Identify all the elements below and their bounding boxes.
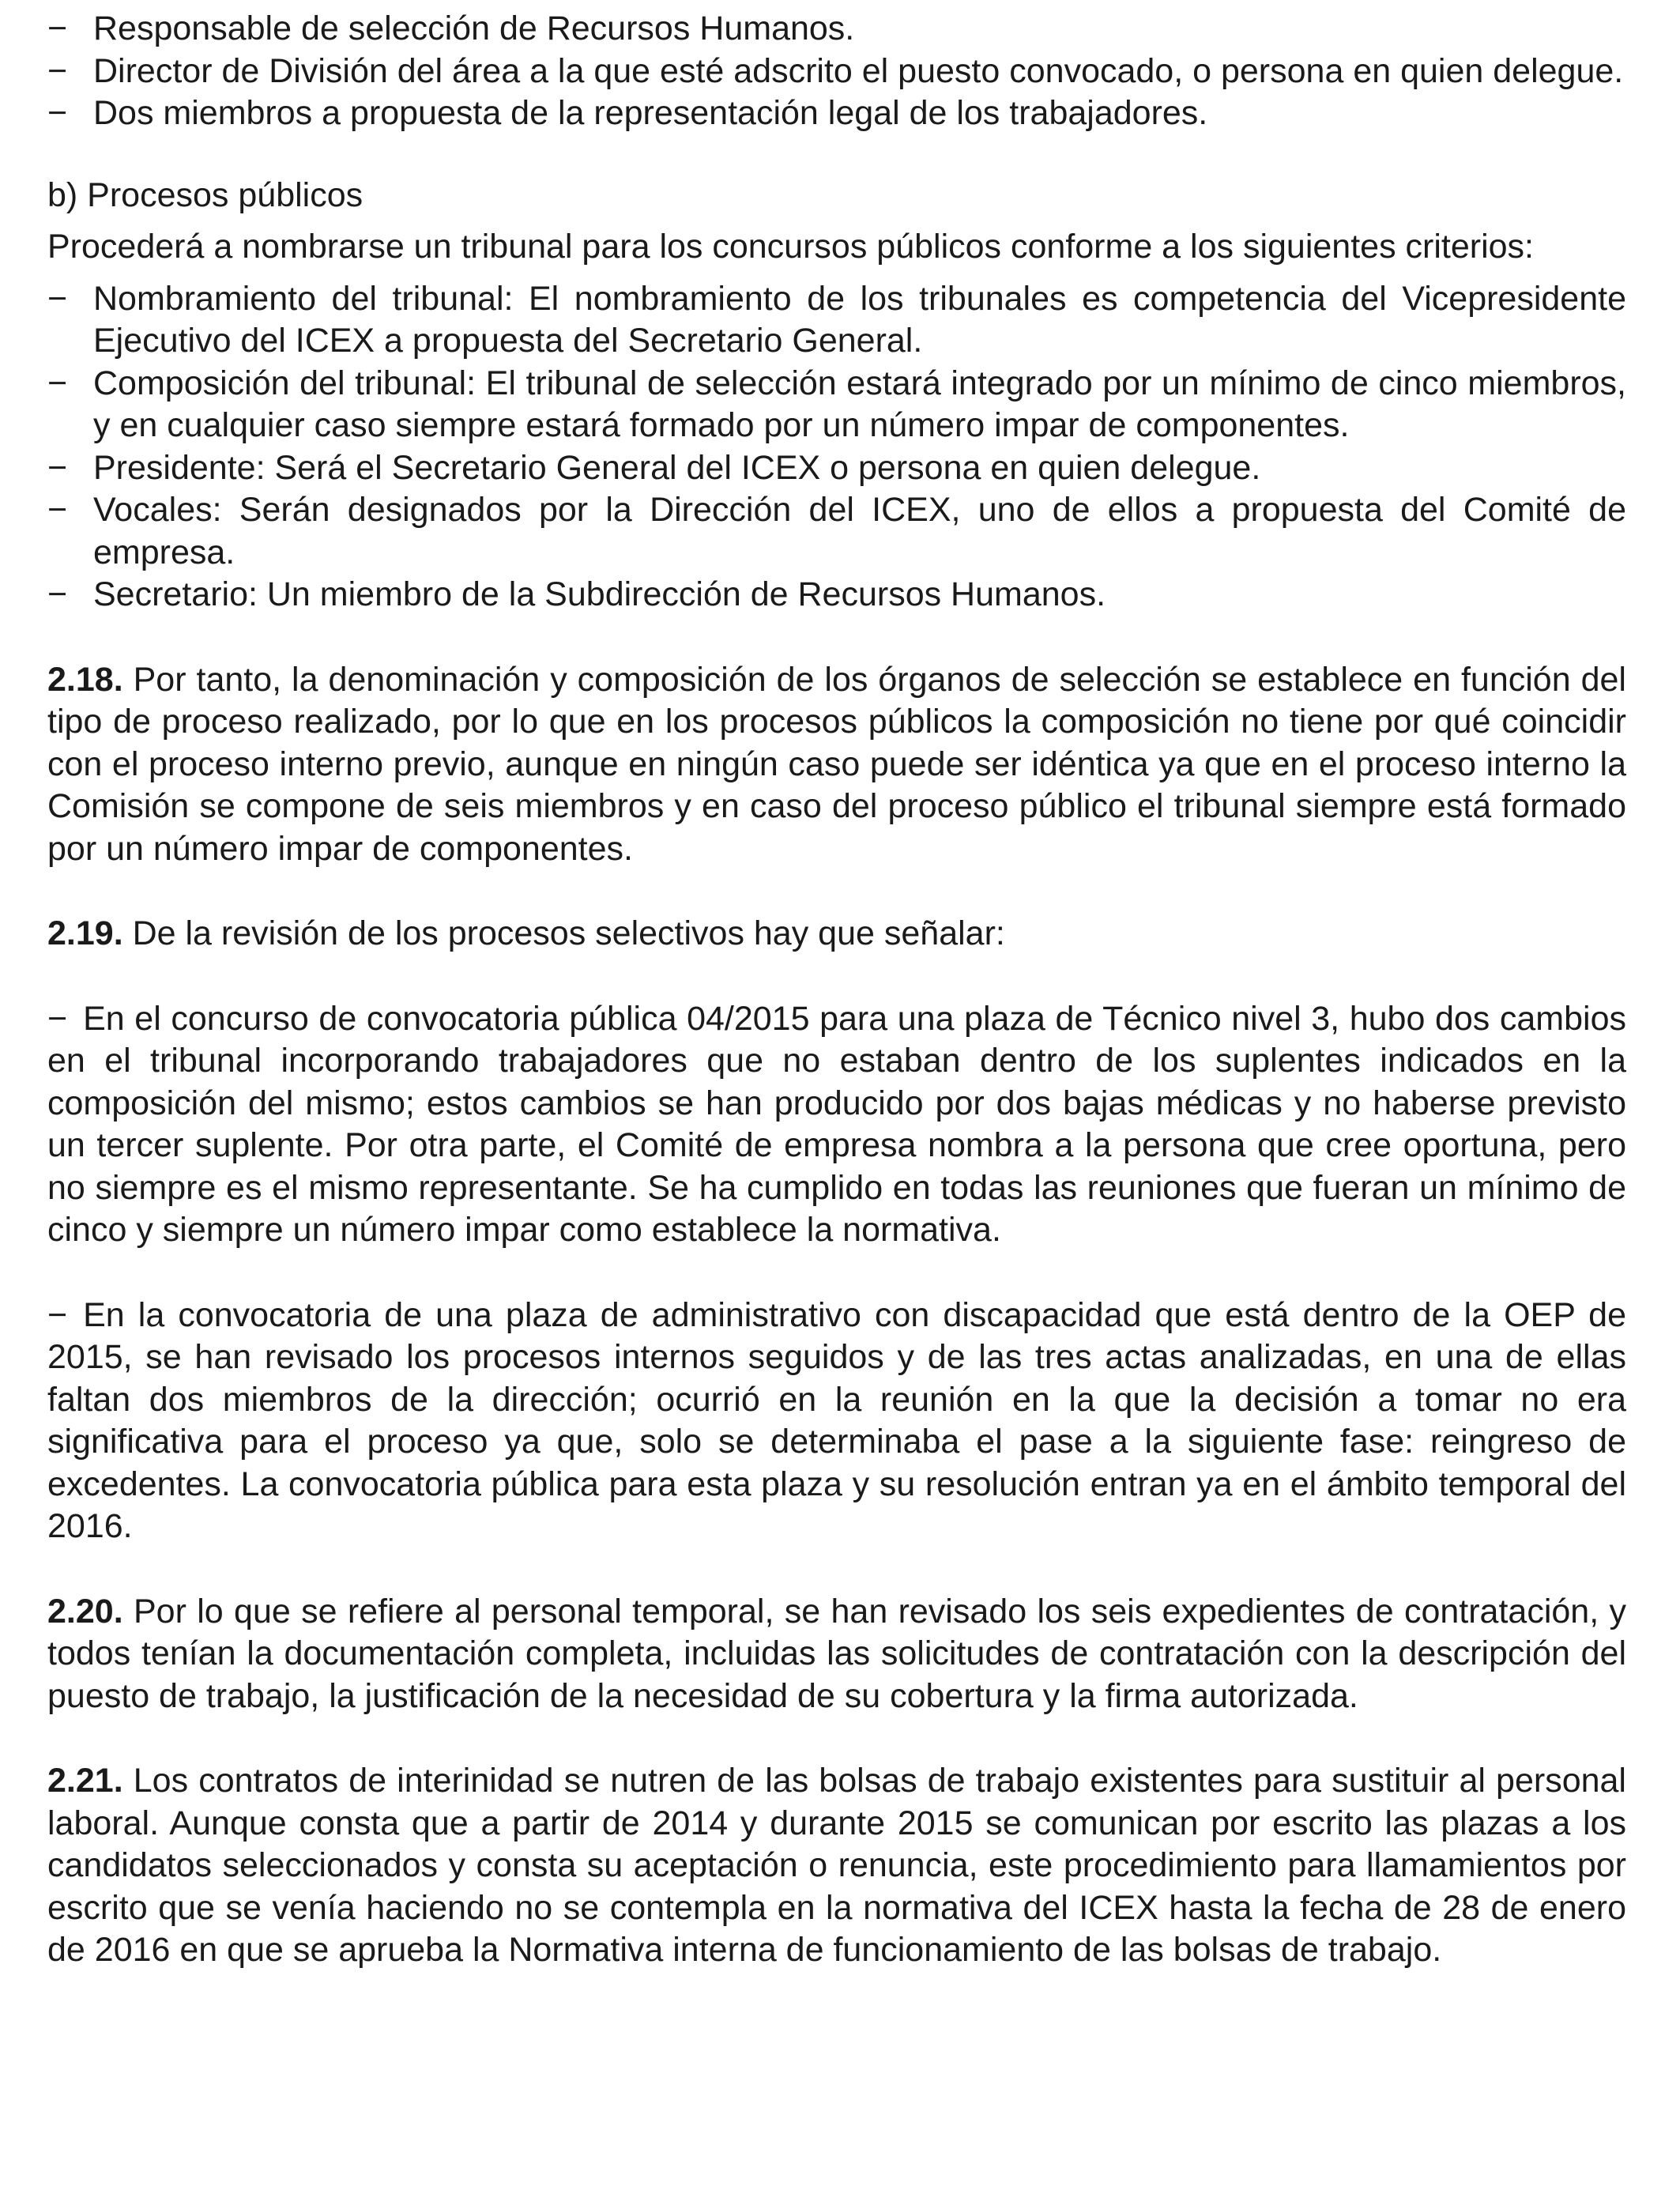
list-item [47,363,1626,447]
list-item-text: Nombramiento del tribunal: El nombramiento de los tribunales es competencia del Vicepresidente Ejecutivo del ICEX a propuesta del Secretario General. [93,279,1626,360]
list-item [47,489,1626,574]
paragraph-2-19 [47,913,1626,956]
list-item [47,574,1626,616]
criteria-list [47,278,1626,616]
paragraph-number: 2.20. [47,1592,123,1630]
list-item-text: Secretario: Un miembro de la Subdirección de Recursos Humanos. [93,575,1106,613]
paragraph-text: En el concurso de convocatoria pública 04/2015 para una plaza de Técnico nivel 3, hubo dos cambios en el tribunal incorporando trabajadores que no estaban dentro de los suplentes indicados en la composición del mismo; estos cambios se han producido por dos bajas médicas y no haberse previsto un tercer suplente. Por otra parte, el Comité de empresa nombra a la persona que cree oportuna, pero no siempre es el mismo representante. Se ha cumplido en todas las reuniones que fueran un mínimo de cinco y siempre un número impar como establece la normativa. [47,999,1626,1249]
paragraph-2-20 [47,1591,1626,1718]
list-item-text: Director de División del área a la que esté adscrito el puesto convocado, o persona en quien delegue. [93,51,1624,90]
paragraph-2-18 [47,659,1626,871]
dash-bullet: − [47,575,68,613]
list-item-text: Dos miembros a propuesta de la representación legal de los trabajadores. [93,94,1208,132]
dash-bullet: − [47,448,68,487]
document-page [47,8,1626,1972]
section-heading: b) Procesos públicos [47,175,363,214]
dash-bullet: − [47,999,68,1038]
dash-bullet: − [47,1295,68,1334]
list-item [47,447,1626,490]
list-item [47,8,1626,51]
list-item-text: Composición del tribunal: El tribunal de selección estará integrado por un mínimo de cinco miembros, y en cualquier caso siempre estará formado por un número impar de componentes. [93,364,1626,444]
paragraph-text: Por tanto, la denominación y composición de los órganos de selección se establece en función del tipo de proceso realizado, por lo que en los procesos públicos la composición no tiene por qué coincidir con el proceso interno previo, aunque en ningún caso puede ser idéntica ya que en el proceso interno la Comisión se compone de seis miembros y en caso del proceso público el tribunal siempre está formado por un número impar de componentes. [47,660,1626,868]
list-item-text: Presidente: Será el Secretario General del ICEX o persona en quien delegue. [93,448,1261,487]
dash-bullet: − [47,364,68,402]
list-item [47,278,1626,363]
paragraph-number: 2.19. [47,914,123,952]
dash-bullet: − [47,279,68,318]
paragraph-2-21 [47,1760,1626,1972]
paragraph-number: 2.21. [47,1762,123,1800]
list-item [47,51,1626,93]
list-item-text: Vocales: Serán designados por la Dirección del ICEX, uno de ellos a propuesta del Comité de empresa. [93,491,1626,571]
paragraph-text: De la revisión de los procesos selectivos hay que señalar: [132,914,1005,952]
paragraph-text: En la convocatoria de una plaza de administrativo con discapacidad que está dentro de la OEP de 2015, se han revisado los procesos internos seguidos y de las tres actas analizadas, en una de ellas faltan dos miembros de la dirección; ocurrió en la reunión en la que la decisión a tomar no era significativa para el proceso ya que, solo se determinaba el pase a la siguiente fase: reingreso de excedentes. La convocatoria pública para esta plaza y su resolución entran ya en el ámbito temporal del 2016. [47,1295,1626,1545]
intro-list [47,8,1626,135]
paragraph-number: 2.18. [47,660,123,699]
paragraph-text: Los contratos de interinidad se nutren de las bolsas de trabajo existentes para sustituir al personal laboral. Aunque consta que a partir de 2014 y durante 2015 se comunican por escrito las plazas a los candidatos seleccionados y consta su aceptación o renuncia, este procedimiento para llamamientos por escrito que se venía haciendo no se contempla en la normativa del ICEX hasta la fecha de 28 de enero de 2016 en que se aprueba la Normativa interna de funcionamiento de las bolsas de trabajo. [47,1762,1626,1969]
dash-bullet: − [47,491,68,529]
dash-bullet: − [47,94,68,132]
list-item [47,92,1626,135]
paragraph-2-19-item-2 [47,1295,1626,1548]
paragraph-text: Por lo que se refiere al personal temporal, se han revisado los seis expedientes de contratación, y todos tenían la documentación completa, incluidas las solicitudes de contratación con la descripción del puesto de trabajo, la justificación de la necesidad de su cobertura y la firma autorizada. [47,1592,1626,1715]
paragraph-2-19-item-1 [47,998,1626,1252]
list-item-text: Responsable de selección de Recursos Humanos. [93,9,855,47]
section-lead: Procederá a nombrarse un tribunal para los concursos públicos conforme a los siguientes criterios: [47,228,1534,266]
dash-bullet: − [47,9,68,47]
dash-bullet: − [47,51,68,90]
